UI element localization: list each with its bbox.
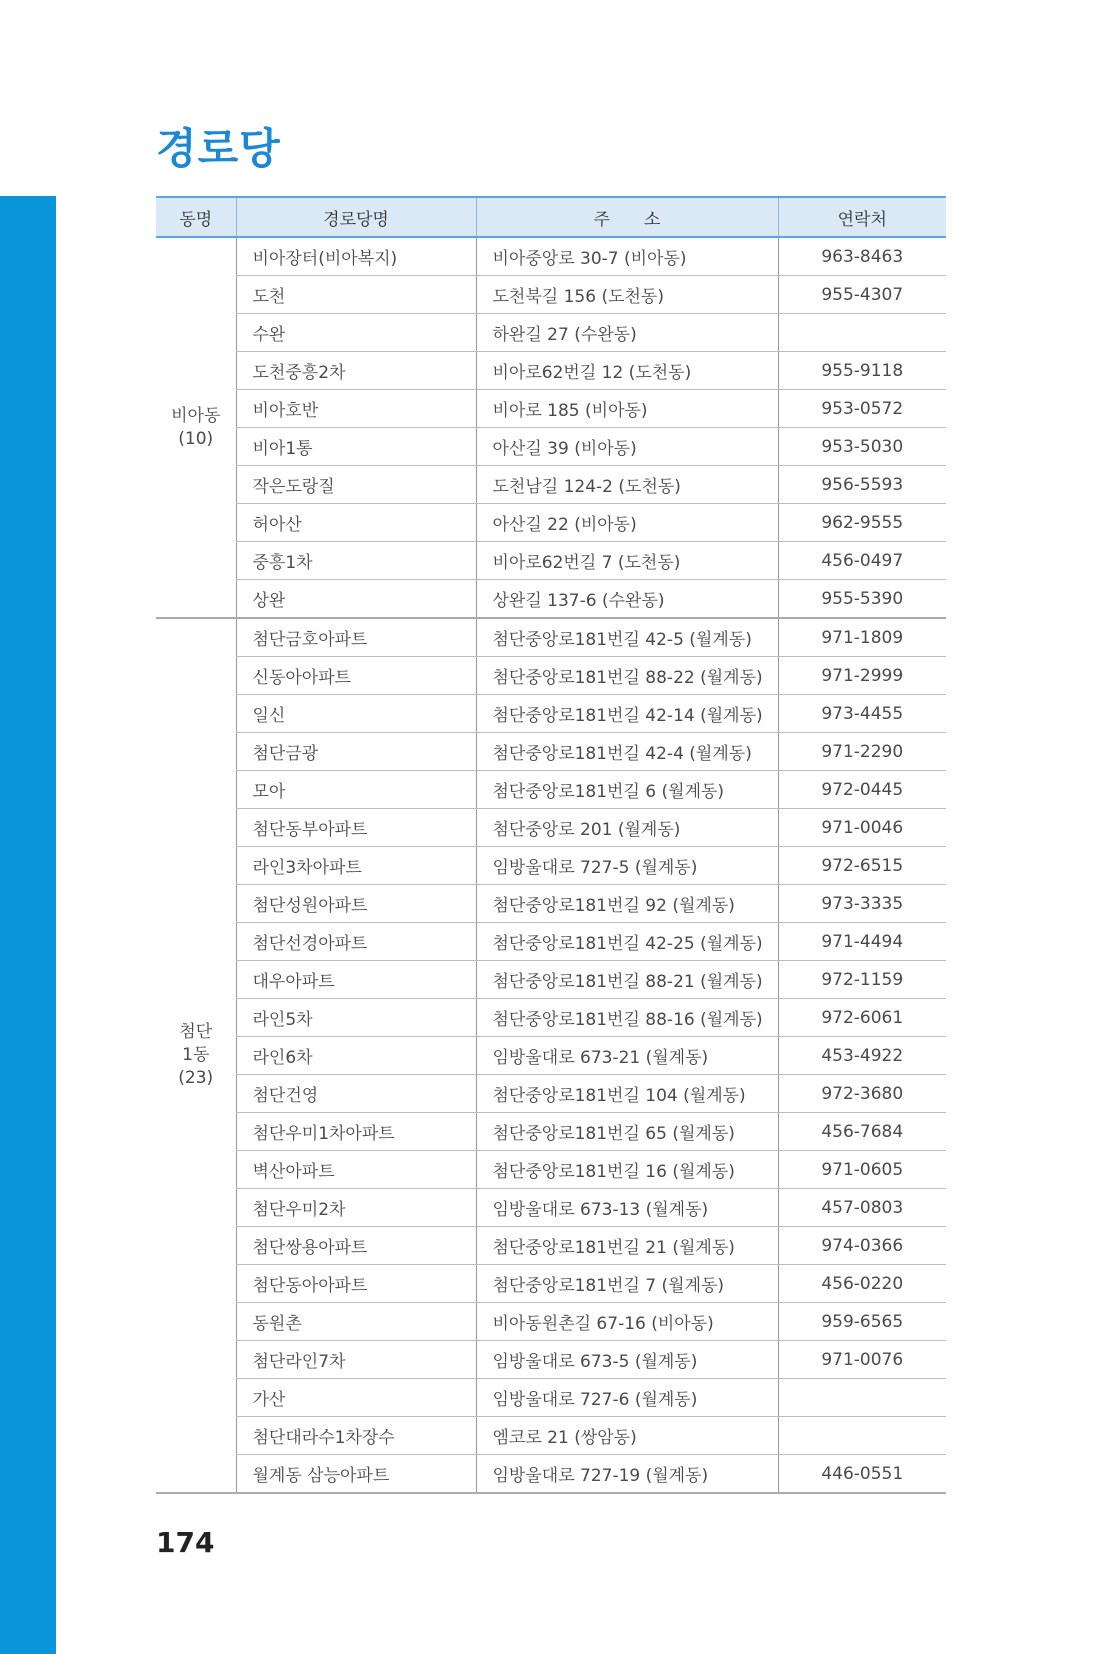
table-row bbox=[156, 961, 946, 999]
center-name-cell: 대우아파트 bbox=[236, 961, 476, 999]
side-accent-bar bbox=[0, 196, 56, 1654]
address-cell: 첨단중앙로181번길 104 (월계동) bbox=[476, 1075, 778, 1113]
address-cell: 첨단중앙로 201 (월계동) bbox=[476, 809, 778, 847]
address-cell: 비아로62번길 12 (도천동) bbox=[476, 352, 778, 390]
phone-cell: 457-0803 bbox=[778, 1189, 946, 1227]
table-row bbox=[156, 466, 946, 504]
center-name-cell: 첨단동부아파트 bbox=[236, 809, 476, 847]
table-row bbox=[156, 276, 946, 314]
phone-cell: 953-0572 bbox=[778, 390, 946, 428]
address-cell: 아산길 22 (비아동) bbox=[476, 504, 778, 542]
table-row bbox=[156, 314, 946, 352]
center-name-cell: 벽산아파트 bbox=[236, 1151, 476, 1189]
address-cell: 첨단중앙로181번길 88-16 (월계동) bbox=[476, 999, 778, 1037]
table-header-row bbox=[156, 197, 946, 237]
center-name-cell: 모아 bbox=[236, 771, 476, 809]
center-name-cell: 일신 bbox=[236, 695, 476, 733]
address-cell: 도천북길 156 (도천동) bbox=[476, 276, 778, 314]
address-cell: 임방울대로 673-13 (월계동) bbox=[476, 1189, 778, 1227]
phone-cell: 971-0076 bbox=[778, 1341, 946, 1379]
table-row bbox=[156, 504, 946, 542]
address-cell: 첨단중앙로181번길 42-25 (월계동) bbox=[476, 923, 778, 961]
address-cell: 첨단중앙로181번길 88-22 (월계동) bbox=[476, 657, 778, 695]
header-address: 주 소 bbox=[476, 197, 778, 237]
center-name-cell: 상완 bbox=[236, 580, 476, 619]
phone-cell: 971-4494 bbox=[778, 923, 946, 961]
address-cell: 엠코로 21 (쌍암동) bbox=[476, 1417, 778, 1455]
table-row bbox=[156, 1113, 946, 1151]
address-cell: 첨단중앙로181번길 88-21 (월계동) bbox=[476, 961, 778, 999]
phone-cell: 972-0445 bbox=[778, 771, 946, 809]
center-name-cell: 동원촌 bbox=[236, 1303, 476, 1341]
phone-cell: 956-5593 bbox=[778, 466, 946, 504]
phone-cell: 971-0605 bbox=[778, 1151, 946, 1189]
phone-cell: 971-1809 bbox=[778, 618, 946, 657]
table-row bbox=[156, 1189, 946, 1227]
phone-cell: 456-7684 bbox=[778, 1113, 946, 1151]
phone-cell: 955-4307 bbox=[778, 276, 946, 314]
address-cell: 비아중앙로 30-7 (비아동) bbox=[476, 237, 778, 276]
phone-cell: 973-3335 bbox=[778, 885, 946, 923]
header-district: 동명 bbox=[156, 197, 236, 237]
district-label-line: 비아동 bbox=[171, 405, 221, 426]
table-row bbox=[156, 1037, 946, 1075]
phone-cell: 971-0046 bbox=[778, 809, 946, 847]
table-row bbox=[156, 1303, 946, 1341]
district-cell bbox=[156, 237, 236, 618]
address-cell: 첨단중앙로181번길 92 (월계동) bbox=[476, 885, 778, 923]
phone-cell: 959-6565 bbox=[778, 1303, 946, 1341]
table-row bbox=[156, 618, 946, 657]
center-name-cell: 첨단대라수1차장수 bbox=[236, 1417, 476, 1455]
table-row bbox=[156, 390, 946, 428]
center-name-cell: 비아호반 bbox=[236, 390, 476, 428]
district-label-line: (23) bbox=[178, 1067, 214, 1088]
table-row bbox=[156, 1227, 946, 1265]
phone-cell: 972-3680 bbox=[778, 1075, 946, 1113]
table-row bbox=[156, 1151, 946, 1189]
center-name-cell: 작은도랑질 bbox=[236, 466, 476, 504]
address-cell: 임방울대로 673-5 (월계동) bbox=[476, 1341, 778, 1379]
address-cell: 임방울대로 727-6 (월계동) bbox=[476, 1379, 778, 1417]
address-cell: 임방울대로 727-5 (월계동) bbox=[476, 847, 778, 885]
center-name-cell: 신동아아파트 bbox=[236, 657, 476, 695]
table-row bbox=[156, 237, 946, 276]
table-row bbox=[156, 885, 946, 923]
phone-cell: 963-8463 bbox=[778, 237, 946, 276]
center-name-cell: 첨단성원아파트 bbox=[236, 885, 476, 923]
phone-cell: 446-0551 bbox=[778, 1455, 946, 1494]
center-name-cell: 가산 bbox=[236, 1379, 476, 1417]
table-row bbox=[156, 1075, 946, 1113]
table-row bbox=[156, 695, 946, 733]
center-name-cell: 첨단선경아파트 bbox=[236, 923, 476, 961]
table-row bbox=[156, 580, 946, 619]
phone-cell: 972-6515 bbox=[778, 847, 946, 885]
address-cell: 아산길 39 (비아동) bbox=[476, 428, 778, 466]
center-name-cell: 첨단건영 bbox=[236, 1075, 476, 1113]
address-cell: 첨단중앙로181번길 42-4 (월계동) bbox=[476, 733, 778, 771]
phone-cell: 453-4922 bbox=[778, 1037, 946, 1075]
center-name-cell: 첨단라인7차 bbox=[236, 1341, 476, 1379]
address-cell: 비아로62번길 7 (도천동) bbox=[476, 542, 778, 580]
address-cell: 첨단중앙로181번길 6 (월계동) bbox=[476, 771, 778, 809]
page-title: 경로당 bbox=[156, 124, 281, 173]
center-name-cell: 라인6차 bbox=[236, 1037, 476, 1075]
address-cell: 상완길 137-6 (수완동) bbox=[476, 580, 778, 619]
phone-cell: 456-0497 bbox=[778, 542, 946, 580]
district-cell bbox=[156, 618, 236, 1493]
table-row bbox=[156, 1341, 946, 1379]
senior-center-table bbox=[156, 196, 946, 1494]
address-cell: 첨단중앙로181번길 7 (월계동) bbox=[476, 1265, 778, 1303]
table-row bbox=[156, 1417, 946, 1455]
center-name-cell: 허아산 bbox=[236, 504, 476, 542]
table-row bbox=[156, 923, 946, 961]
address-cell: 첨단중앙로181번길 42-14 (월계동) bbox=[476, 695, 778, 733]
table-row bbox=[156, 542, 946, 580]
phone-cell bbox=[778, 1379, 946, 1417]
address-cell: 비아로 185 (비아동) bbox=[476, 390, 778, 428]
center-name-cell: 첨단동아아파트 bbox=[236, 1265, 476, 1303]
phone-cell: 971-2290 bbox=[778, 733, 946, 771]
center-name-cell: 첨단금광 bbox=[236, 733, 476, 771]
phone-cell: 955-9118 bbox=[778, 352, 946, 390]
center-name-cell: 비아장터(비아복지) bbox=[236, 237, 476, 276]
address-cell: 첨단중앙로181번길 42-5 (월계동) bbox=[476, 618, 778, 657]
phone-cell: 962-9555 bbox=[778, 504, 946, 542]
phone-cell bbox=[778, 1417, 946, 1455]
center-name-cell: 수완 bbox=[236, 314, 476, 352]
table-row bbox=[156, 1265, 946, 1303]
address-cell: 임방울대로 727-19 (월계동) bbox=[476, 1455, 778, 1494]
header-center-name: 경로당명 bbox=[236, 197, 476, 237]
table-row bbox=[156, 657, 946, 695]
table-body bbox=[156, 237, 946, 1493]
address-cell: 도천남길 124-2 (도천동) bbox=[476, 466, 778, 504]
table-row bbox=[156, 809, 946, 847]
phone-cell: 974-0366 bbox=[778, 1227, 946, 1265]
phone-cell: 972-6061 bbox=[778, 999, 946, 1037]
center-name-cell: 첨단우미1차아파트 bbox=[236, 1113, 476, 1151]
phone-cell: 973-4455 bbox=[778, 695, 946, 733]
table-row bbox=[156, 1455, 946, 1494]
phone-cell: 955-5390 bbox=[778, 580, 946, 619]
center-name-cell: 첨단금호아파트 bbox=[236, 618, 476, 657]
phone-cell: 953-5030 bbox=[778, 428, 946, 466]
header-phone: 연락처 bbox=[778, 197, 946, 237]
district-label-line: 첨단 bbox=[179, 1022, 213, 1043]
address-cell: 첨단중앙로181번길 65 (월계동) bbox=[476, 1113, 778, 1151]
district-label-line: (10) bbox=[178, 428, 214, 449]
phone-cell: 456-0220 bbox=[778, 1265, 946, 1303]
center-name-cell: 월계동 삼능아파트 bbox=[236, 1455, 476, 1494]
center-name-cell: 도천중흥2차 bbox=[236, 352, 476, 390]
table-row bbox=[156, 771, 946, 809]
table-row bbox=[156, 999, 946, 1037]
table-row bbox=[156, 847, 946, 885]
table-row bbox=[156, 352, 946, 390]
center-name-cell: 라인3차아파트 bbox=[236, 847, 476, 885]
table-row bbox=[156, 733, 946, 771]
center-name-cell: 비아1통 bbox=[236, 428, 476, 466]
center-name-cell: 도천 bbox=[236, 276, 476, 314]
phone-cell: 972-1159 bbox=[778, 961, 946, 999]
district-label-line: 1동 bbox=[182, 1045, 210, 1066]
address-cell: 비아동원촌길 67-16 (비아동) bbox=[476, 1303, 778, 1341]
phone-cell bbox=[778, 314, 946, 352]
address-cell: 첨단중앙로181번길 16 (월계동) bbox=[476, 1151, 778, 1189]
address-cell: 임방울대로 673-21 (월계동) bbox=[476, 1037, 778, 1075]
table-row bbox=[156, 428, 946, 466]
address-cell: 하완길 27 (수완동) bbox=[476, 314, 778, 352]
phone-cell: 971-2999 bbox=[778, 657, 946, 695]
page-number: 174 bbox=[156, 1526, 215, 1559]
center-name-cell: 첨단우미2차 bbox=[236, 1189, 476, 1227]
center-name-cell: 중흥1차 bbox=[236, 542, 476, 580]
center-name-cell: 첨단쌍용아파트 bbox=[236, 1227, 476, 1265]
center-name-cell: 라인5차 bbox=[236, 999, 476, 1037]
table-row bbox=[156, 1379, 946, 1417]
address-cell: 첨단중앙로181번길 21 (월계동) bbox=[476, 1227, 778, 1265]
